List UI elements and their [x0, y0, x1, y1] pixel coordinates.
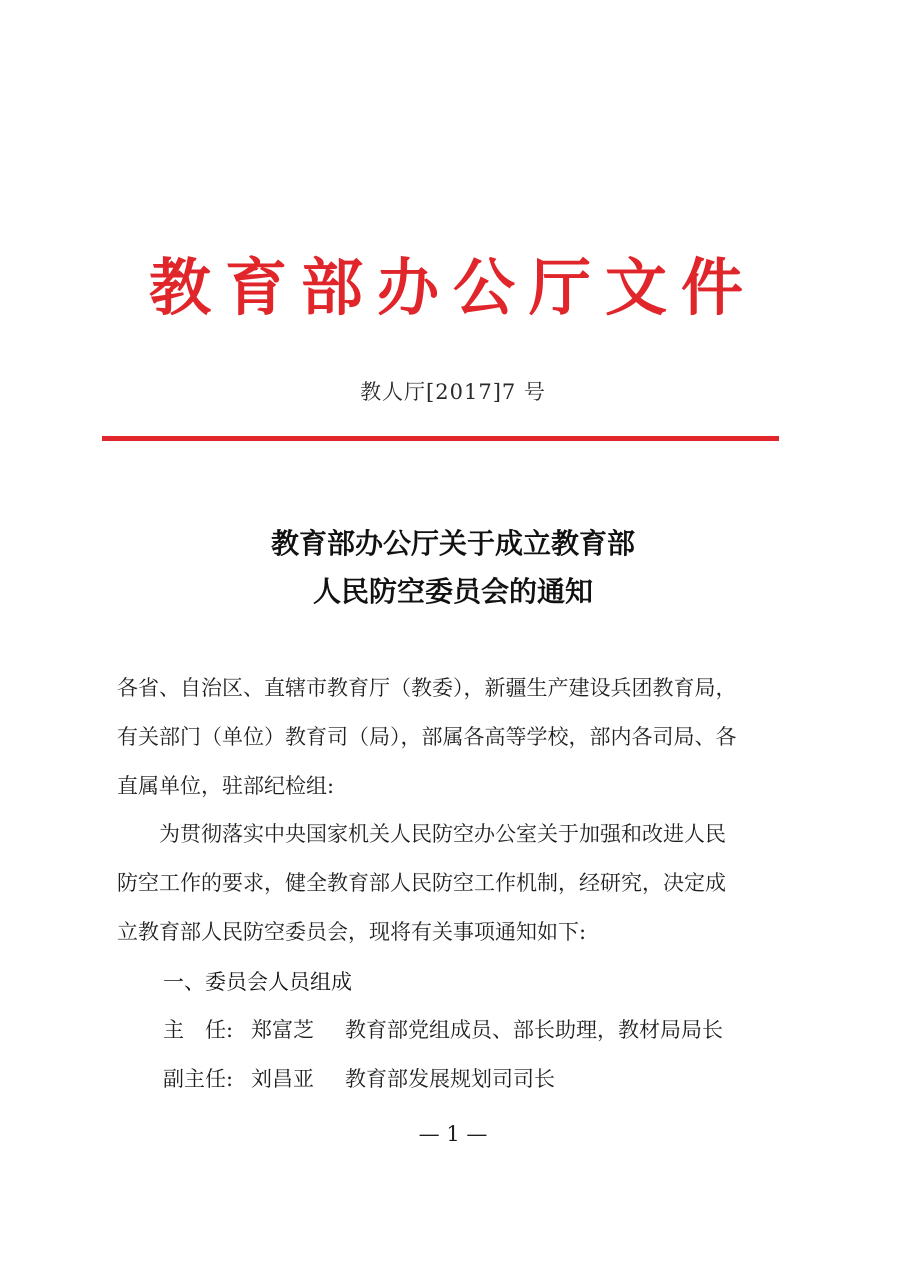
paragraph-line: 防空工作的要求，健全教育部人民防空工作机制，经研究，决定成	[117, 871, 726, 895]
member-name: 刘昌亚	[251, 1067, 314, 1091]
member-role: 副主任:	[163, 1067, 234, 1091]
committee-member	[163, 1006, 723, 1055]
addressee-line: 有关部门（单位）教育司（局），部属各高等学校，部内各司局、各	[117, 725, 737, 749]
member-position: 教育部发展规划司司长	[345, 1067, 555, 1091]
member-name: 郑富芝	[251, 1018, 314, 1042]
paragraph-line: 立教育部人民防空委员会，现将有关事项通知如下:	[117, 920, 587, 944]
document-masthead: 教育部办公厅文件	[148, 251, 757, 324]
red-separator-line	[102, 436, 779, 441]
document-number: 教人厅[2017]7 号	[360, 380, 546, 404]
addressee-line: 各省、自治区、直辖市教育厅（教委），新疆生产建设兵团教育局，	[117, 676, 737, 700]
page-number: — 1 —	[418, 1122, 488, 1146]
title-line-2: 人民防空委员会的通知	[312, 575, 593, 608]
addressee-line: 直属单位，驻部纪检组:	[117, 774, 335, 798]
section-heading: 一、委员会人员组成	[163, 970, 352, 994]
addressee-block	[117, 664, 797, 811]
title-line-1: 教育部办公厅关于成立教育部	[270, 527, 635, 560]
member-role: 主 任:	[163, 1018, 234, 1042]
intro-paragraph	[117, 810, 797, 957]
committee-member	[163, 1055, 555, 1104]
document-title	[0, 520, 906, 616]
member-position: 教育部党组成员、部长助理，教材局局长	[345, 1018, 723, 1042]
paragraph-line: 为贯彻落实中央国家机关人民防空办公室关于加强和改进人民	[117, 822, 726, 846]
